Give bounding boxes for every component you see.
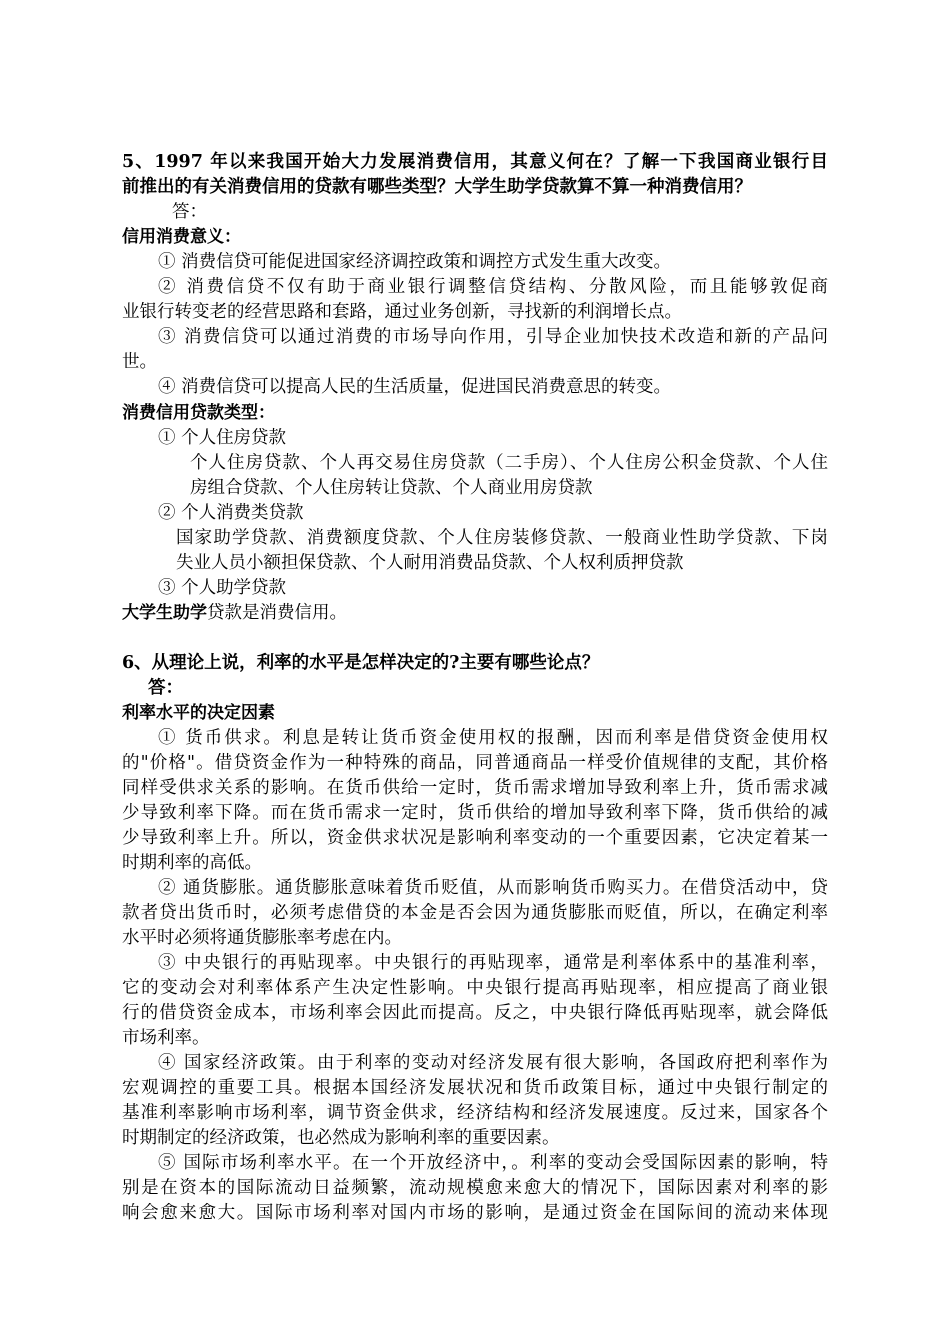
significance-point-3: ③ 消费信贷可以通过消费的市场导向作用，引导企业加快技术改造和新的产品问 — [158, 327, 828, 347]
q6-answer-label: 答： — [148, 678, 183, 698]
q6-paragraph-line: 时期制定的经济政策，也必然成为影响利率的重要因素。 — [122, 1128, 560, 1148]
q6-paragraph-line: 少导致利率下降。而在货币需求一定时，货币供给的增加导致利率下降，货币供给的减 — [122, 803, 828, 823]
q6-paragraph-line: ③ 中央银行的再贴现率。中央银行的再贴现率，通常是利率体系中的基准利率， — [158, 953, 828, 973]
loan-type-1-line-1: 个人住房贷款、个人再交易住房贷款（二手房）、个人住房公积金贷款、个人住 — [190, 453, 828, 473]
q6-paragraph-line: ④ 国家经济政策。由于利率的变动对经济发展有很大影响，各国政府把利率作为 — [158, 1053, 828, 1073]
q5-significance-heading: 信用消费意义： — [122, 227, 241, 247]
loan-type-1-label: ① 个人住房贷款 — [158, 428, 287, 448]
q5-conclusion — [122, 601, 347, 625]
loan-type-2-line-1: 国家助学贷款、消费额度贷款、个人住房装修贷款、一般商业性助学贷款、下岗 — [176, 528, 828, 548]
significance-point-4: ④ 消费信贷可以提高人民的生活质量，促进国民消费意思的转变。 — [158, 377, 672, 397]
q6-paragraph-line: ② 通货膨胀。通货膨胀意味着货币贬值，从而影响货币购买力。在借贷活动中，贷 — [158, 878, 828, 898]
q5-title-line-2: 前推出的有关消费信用的贷款有哪些类型？大学生助学贷款算不算一种消费信用？ — [122, 177, 752, 197]
q6-paragraph-line: 市场利率。 — [122, 1028, 210, 1048]
loan-type-1-line-2: 房组合贷款、个人住房转让贷款、个人商业用房贷款 — [190, 478, 593, 498]
q6-paragraph-line: 少导致利率上升。所以，资金供求状况是影响利率变动的一个重要因素，它决定着某一 — [122, 828, 828, 848]
q6-paragraph-line: 款者贷出货币时，必须考虑借贷的本金是否会因为通货膨胀而贬值，所以，在确定利率 — [122, 903, 828, 923]
q6-paragraph-line: 它的变动会对利率体系产生决定性影响。中央银行提高再贴现率，相应提高了商业银 — [122, 978, 828, 998]
q6-paragraph-line: 水平时必须将通货膨胀率考虑在内。 — [122, 928, 402, 948]
q5-title-line-1: 5、1997 年以来我国开始大力发展消费信用，其意义何在？了解一下我国商业银行目 — [122, 152, 828, 172]
q5-conclusion-rest: 贷款是消费信用。 — [207, 603, 347, 623]
loan-type-2-line-2: 失业人员小额担保贷款、个人耐用消费品贷款、个人权利质押贷款 — [176, 553, 684, 573]
q6-title: 6、从理论上说，利率的水平是怎样决定的?主要有哪些论点？ — [122, 653, 600, 673]
q6-paragraph-line: ① 货币供求。利息是转让货币资金使用权的报酬，因而利率是借贷资金使用权 — [158, 728, 828, 748]
significance-point-3-cont: 世。 — [122, 352, 157, 372]
q6-paragraph-line: 响会愈来愈大。国际市场利率对国内市场的影响，是通过资金在国际间的流动来体现 — [122, 1203, 828, 1223]
q6-paragraph-line: 同样受供求关系的影响。在货币供给一定时，货币需求增加导致利率上升，货币需求减 — [122, 778, 828, 798]
loan-type-2-label: ② 个人消费类贷款 — [158, 503, 304, 523]
significance-point-2-cont: 业银行转变老的经营思路和套路，通过业务创新，寻找新的利润增长点。 — [122, 302, 682, 322]
q5-conclusion-bold: 大学生助学 — [122, 603, 207, 623]
loan-type-3-label: ③ 个人助学贷款 — [158, 578, 287, 598]
q5-types-heading: 消费信用贷款类型： — [122, 403, 275, 423]
significance-point-2: ② 消费信贷不仅有助于商业银行调整信贷结构、分散风险，而且能够敦促商 — [158, 277, 828, 297]
q6-paragraph-line: 基准利率影响市场利率，调节资金供求，经济结构和经济发展速度。反过来，国家各个 — [122, 1103, 828, 1123]
significance-point-1: ① 消费信贷可能促进国家经济调控政策和调控方式发生重大改变。 — [158, 252, 672, 272]
q6-paragraph-line: ⑤ 国际市场利率水平。在一个开放经济中，。利率的变动会受国际因素的影响，特 — [158, 1153, 828, 1173]
q6-factors-heading: 利率水平的决定因素 — [122, 703, 275, 723]
q6-paragraph-line: 时期利率的高低。 — [122, 853, 262, 873]
q6-paragraph-line: 别是在资本的国际流动日益频繁，流动规模愈来愈大的情况下，国际因素对利率的影 — [122, 1178, 828, 1198]
q5-answer-label: 答： — [172, 202, 207, 222]
q6-paragraph-line: 宏观调控的重要工具。根据本国经济发展状况和货币政策目标，通过中央银行制定的 — [122, 1078, 828, 1098]
q6-paragraph-line: 的"价格"。借贷资金作为一种特殊的商品，同普通商品一样受价值规律的支配，其价格 — [122, 753, 828, 773]
q6-paragraph-line: 行的借贷资金成本，市场利率会因此而提高。反之，中央银行降低再贴现率，就会降低 — [122, 1003, 828, 1023]
